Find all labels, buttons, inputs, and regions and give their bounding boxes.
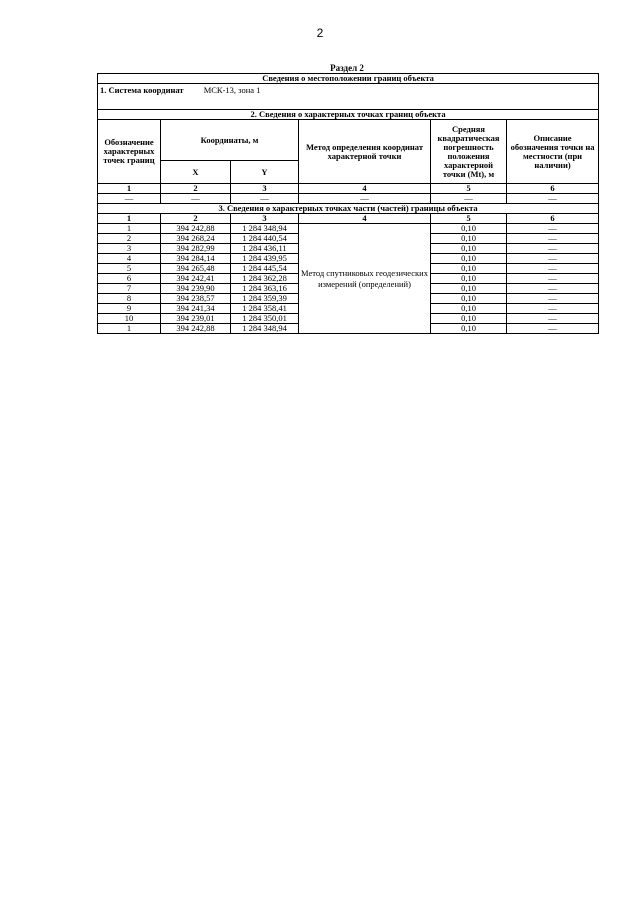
description: — — [507, 224, 599, 234]
coord-x: 394 242,41 — [161, 274, 231, 284]
coord-y: 1 284 440,54 — [231, 234, 299, 244]
column-number: 3 — [231, 184, 299, 194]
coord-x: 394 239,01 — [161, 314, 231, 324]
empty-cell: — — [98, 194, 161, 204]
coord-y: 1 284 362,28 — [231, 274, 299, 284]
description: — — [507, 264, 599, 274]
description: — — [507, 314, 599, 324]
mt-value: 0,10 — [431, 254, 507, 264]
column-number: 1 — [98, 184, 161, 194]
coord-x: 394 238,57 — [161, 294, 231, 304]
column-number: 6 — [507, 184, 599, 194]
table-row — [98, 224, 599, 234]
column-number: 6 — [507, 214, 599, 224]
point-id: 8 — [98, 294, 161, 304]
mt-value: 0,10 — [431, 244, 507, 254]
coord-x: 394 282,99 — [161, 244, 231, 254]
coord-y: 1 284 348,94 — [231, 224, 299, 234]
coord-y: 1 284 350,01 — [231, 314, 299, 324]
method-cell: Метод спутниковых геодезических измерений (определений) — [299, 224, 431, 334]
column-number: 2 — [161, 184, 231, 194]
description: — — [507, 274, 599, 284]
header-coords: Координаты, м — [161, 120, 299, 161]
coord-y: 1 284 439,95 — [231, 254, 299, 264]
header-mt: Средняя квадратическая погрешность положения характерной точки (Mt), м — [431, 120, 507, 184]
coord-x: 394 265,48 — [161, 264, 231, 274]
column-number: 5 — [431, 214, 507, 224]
header-description: Описание обозначения точки на местности (при наличии) — [507, 120, 599, 184]
coord-y: 1 284 358,41 — [231, 304, 299, 314]
point-id: 3 — [98, 244, 161, 254]
description: — — [507, 284, 599, 294]
mt-value: 0,10 — [431, 264, 507, 274]
column-number: 1 — [98, 214, 161, 224]
empty-cell: — — [161, 194, 231, 204]
point-id: 2 — [98, 234, 161, 244]
column-number: 2 — [161, 214, 231, 224]
mt-value: 0,10 — [431, 284, 507, 294]
point-id: 6 — [98, 274, 161, 284]
column-number: 4 — [299, 214, 431, 224]
coord-x: 394 239,90 — [161, 284, 231, 294]
coord-x: 394 284,14 — [161, 254, 231, 264]
mt-value: 0,10 — [431, 294, 507, 304]
point-id: 1 — [98, 324, 161, 334]
part3-title: 3. Сведения о характерных точках части (частей) границы объекта — [98, 204, 599, 214]
empty-cell: — — [299, 194, 431, 204]
coord-x: 394 242,88 — [161, 224, 231, 234]
coordinate-system-label: 1. Система координат — [100, 85, 184, 95]
mt-value: 0,10 — [431, 274, 507, 284]
page-number: 2 — [316, 26, 324, 40]
mt-value: 0,10 — [431, 224, 507, 234]
description: — — [507, 234, 599, 244]
coordinate-system-value: МСК-13, зона 1 — [203, 85, 261, 95]
coord-x: 394 268,24 — [161, 234, 231, 244]
empty-cell: — — [507, 194, 599, 204]
description: — — [507, 294, 599, 304]
point-id: 7 — [98, 284, 161, 294]
coord-y: 1 284 445,54 — [231, 264, 299, 274]
part2-title: 2. Сведения о характерных точках границ объекта — [98, 110, 599, 120]
coord-y: 1 284 436,11 — [231, 244, 299, 254]
point-id: 1 — [98, 224, 161, 234]
mt-value: 0,10 — [431, 304, 507, 314]
description: — — [507, 304, 599, 314]
coord-y: 1 284 363,16 — [231, 284, 299, 294]
point-id: 10 — [98, 314, 161, 324]
coord-y: 1 284 348,94 — [231, 324, 299, 334]
coord-x: 394 242,88 — [161, 324, 231, 334]
column-number: 3 — [231, 214, 299, 224]
coord-x: 394 241,34 — [161, 304, 231, 314]
header-y: Y — [231, 161, 299, 184]
description: — — [507, 324, 599, 334]
header-x: X — [161, 161, 231, 184]
coord-y: 1 284 359,39 — [231, 294, 299, 304]
point-id: 4 — [98, 254, 161, 264]
description: — — [507, 244, 599, 254]
empty-cell: — — [231, 194, 299, 204]
column-number: 4 — [299, 184, 431, 194]
header-point: Обозначение характерных точек границ — [98, 120, 161, 184]
boundary-table — [97, 73, 599, 334]
section-heading: Сведения о местоположении границ объекта — [98, 74, 599, 84]
description: — — [507, 254, 599, 264]
section-title: Раздел 2 — [330, 63, 364, 73]
empty-cell: — — [431, 194, 507, 204]
point-id: 5 — [98, 264, 161, 274]
column-number: 5 — [431, 184, 507, 194]
mt-value: 0,10 — [431, 234, 507, 244]
header-method: Метод определения координат характерной точки — [299, 120, 431, 184]
mt-value: 0,10 — [431, 324, 507, 334]
mt-value: 0,10 — [431, 314, 507, 324]
coordinate-system-row — [98, 84, 599, 110]
point-id: 9 — [98, 304, 161, 314]
